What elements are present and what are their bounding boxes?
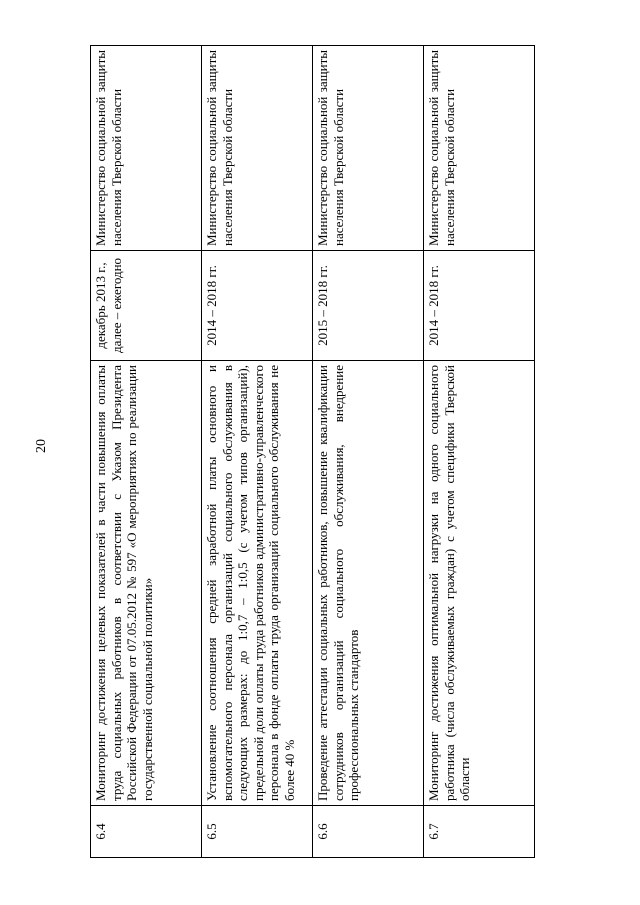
table-row — [91, 46, 202, 858]
task-executor: Министерство социальной защиты населения Тверской области — [202, 46, 313, 251]
task-term: 2014 – 2018 гг. — [202, 251, 313, 361]
row-number: 6.7 — [424, 806, 535, 858]
table-row — [313, 46, 424, 858]
measures-table — [90, 45, 535, 858]
page-number: 20 — [34, 439, 49, 453]
task-description: Установление соотношения средней заработной платы основного и вспомогательного персонала организаций социального обслуживания в следующих размерах: до 1:0,7 – 1:0,5 (с учетом типов организаций), предельной доли оплаты труда работников административно-управленческого персонала в фонде оплаты труда организаций социального обслуживания не более 40 % — [202, 361, 313, 806]
table-row — [202, 46, 313, 858]
task-term: 2014 – 2018 гг. — [424, 251, 535, 361]
task-term: 2015 – 2018 гг. — [313, 251, 424, 361]
task-executor: Министерство социальной защиты населения Тверской области — [424, 46, 535, 251]
task-description: Проведение аттестации социальных работников, повышение квалификации сотрудников организаций социального обслуживания, внедрение профессиональных стандартов — [313, 361, 424, 806]
task-description: Мониторинг достижения целевых показателей в части повышения оплаты труда социальных работников в соответствии с Указом Президента Российской Федерации от 07.05.2012 № 597 «О мероприятиях по реализации государственной социальной политики» — [91, 361, 202, 806]
row-number: 6.5 — [202, 806, 313, 858]
task-executor: Министерство социальной защиты населения Тверской области — [313, 46, 424, 251]
measures-table-wrapper — [90, 46, 535, 858]
task-description: Мониторинг достижения оптимальной нагрузки на одного социального работника (числа обслуживаемых граждан) с учетом специфики Тверской области — [424, 361, 535, 806]
row-number: 6.4 — [91, 806, 202, 858]
task-term: декабрь 2013 г., далее – ежегодно — [91, 251, 202, 361]
table-row — [424, 46, 535, 858]
task-executor: Министерство социальной защиты населения Тверской области — [91, 46, 202, 251]
row-number: 6.6 — [313, 806, 424, 858]
